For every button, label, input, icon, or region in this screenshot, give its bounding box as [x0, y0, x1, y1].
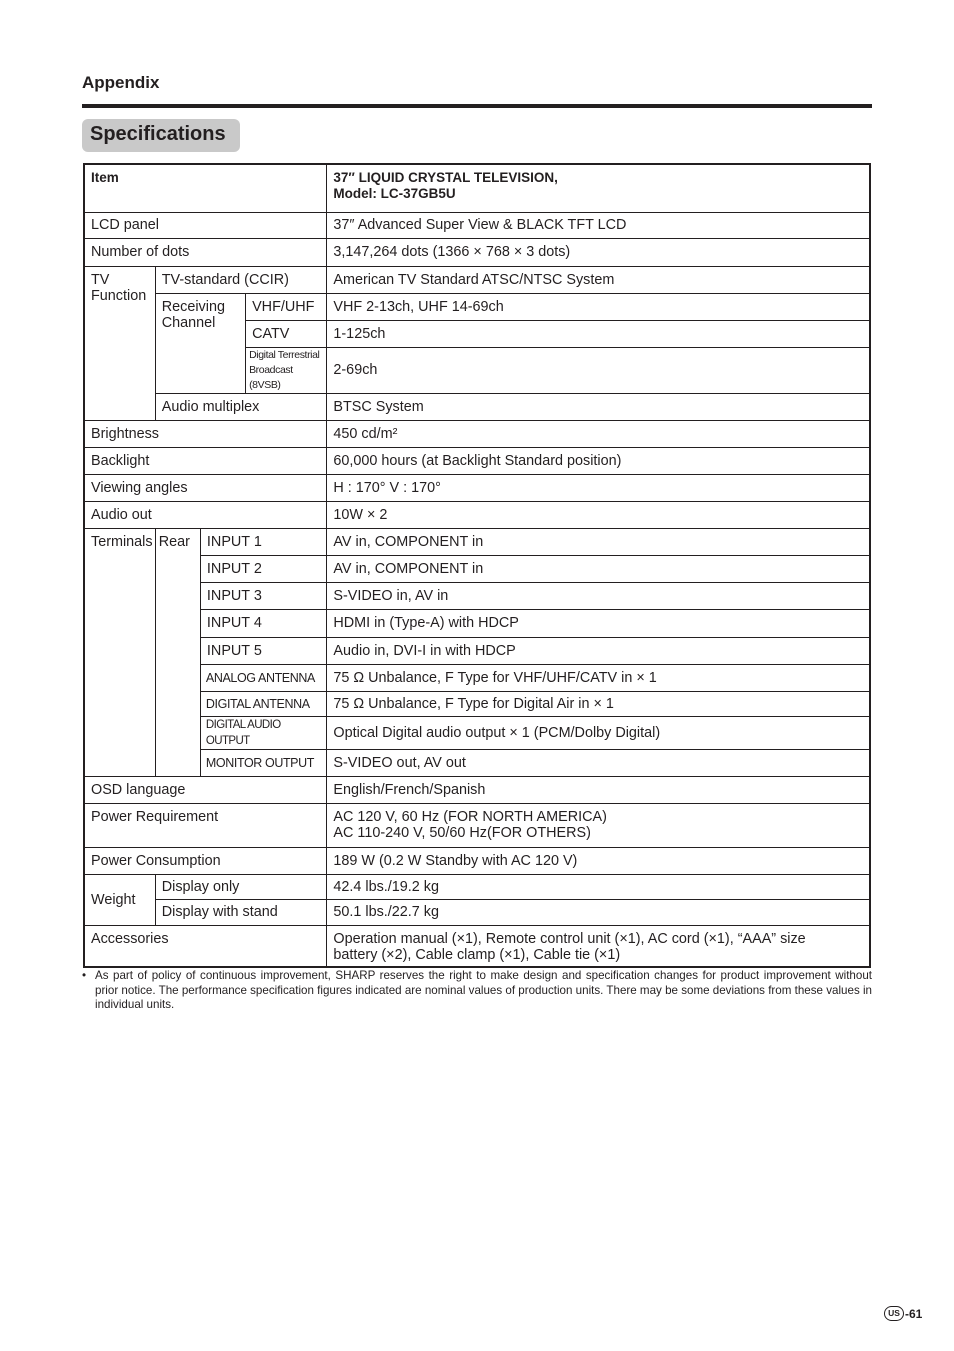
row-label: DIGITAL ANTENNA	[200, 691, 326, 716]
tv-function-line1: TV	[91, 271, 110, 288]
row-label: ANALOG ANTENNA	[200, 664, 326, 691]
row-value: 42.4 lbs./19.2 kg	[327, 874, 870, 899]
page-title-box	[82, 119, 240, 152]
row-value: 60,000 hours (at Backlight Standard position)	[327, 447, 870, 474]
row-value: S-VIDEO out, AV out	[327, 749, 870, 776]
row-label: OSD language	[84, 776, 327, 803]
table-row-analog-antenna	[84, 664, 870, 691]
row-label: INPUT 3	[200, 582, 326, 609]
receiving-line2: Channel	[161, 314, 216, 331]
table-row-input-2	[84, 555, 870, 582]
table-row-input-4	[84, 609, 870, 637]
row-value	[327, 803, 870, 847]
table-row-audio-multiplex	[84, 393, 870, 420]
row-label: DIGITAL AUDIO OUTPUT	[200, 716, 326, 749]
row-label: Backlight	[84, 447, 327, 474]
item-header: Item	[84, 164, 327, 212]
row-value: 189 W (0.2 W Standby with AC 120 V)	[327, 847, 870, 874]
row-value: Optical Digital audio output × 1 (PCM/Dolby Digital)	[327, 716, 870, 749]
table-row-digital-audio-output	[84, 716, 870, 749]
digital-line2: Broadcast (8VSB)	[249, 363, 293, 391]
digital-line1: Digital Terrestrial	[249, 348, 320, 361]
table-row-viewing-angles	[84, 474, 870, 501]
product-name: 37″ LIQUID CRYSTAL TELEVISION,	[333, 170, 558, 185]
table-row-brightness	[84, 420, 870, 447]
receiving-channel-label	[155, 293, 245, 393]
section-label: Appendix	[82, 73, 160, 92]
table-row-tv-standard	[84, 266, 870, 293]
row-label: TV-standard (CCIR)	[155, 266, 327, 293]
row-label: MONITOR OUTPUT	[200, 749, 326, 776]
row-label: VHF/UHF	[246, 293, 327, 320]
table-row-accessories	[84, 925, 870, 967]
row-label: Display with stand	[155, 899, 327, 925]
product-header	[327, 164, 870, 212]
row-value: 1-125ch	[327, 320, 870, 347]
footnote-bullet: •	[82, 969, 87, 982]
row-value: 75 Ω Unbalance, F Type for VHF/UHF/CATV in × 1	[327, 664, 870, 691]
row-label: INPUT 5	[200, 637, 326, 664]
power-line1: AC 120 V, 60 Hz (FOR NORTH AMERICA)	[333, 808, 607, 825]
receiving-line1: Receiving	[161, 298, 225, 315]
table-row-input-5	[84, 637, 870, 664]
rear-label: Rear	[155, 528, 200, 776]
table-row-input-3	[84, 582, 870, 609]
page-footer	[884, 1306, 922, 1321]
row-value: Audio in, DVI-I in with HDCP	[327, 637, 870, 664]
footnote	[82, 969, 872, 1013]
table-row-number-of-dots	[84, 238, 870, 266]
table-row-weight-stand	[84, 899, 870, 925]
page-number: -61	[905, 1306, 923, 1321]
table-row-monitor-output	[84, 749, 870, 776]
table-row-power-requirement	[84, 803, 870, 847]
specifications-table	[83, 163, 871, 968]
row-value: HDMI in (Type-A) with HDCP	[327, 609, 870, 637]
row-value: AV in, COMPONENT in	[327, 555, 870, 582]
table-row-power-consumption	[84, 847, 870, 874]
table-row-digital-antenna	[84, 691, 870, 716]
table-row-vhf-uhf	[84, 293, 870, 320]
row-value: English/French/Spanish	[327, 776, 870, 803]
tv-function-label	[84, 266, 155, 420]
row-label: INPUT 1	[200, 528, 326, 555]
row-label: CATV	[246, 320, 327, 347]
terminals-label: Terminals	[84, 528, 155, 776]
power-line2: AC 110-240 V, 50/60 Hz(FOR OTHERS)	[333, 824, 591, 841]
row-value: S-VIDEO in, AV in	[327, 582, 870, 609]
page-title: Specifications	[90, 123, 226, 145]
row-label	[246, 347, 327, 393]
row-value: 75 Ω Unbalance, F Type for Digital Air in × 1	[327, 691, 870, 716]
tv-function-line2: Function	[91, 287, 147, 304]
table-row-audio-out	[84, 501, 870, 528]
row-value: BTSC System	[327, 393, 870, 420]
weight-label: Weight	[84, 874, 155, 925]
row-value	[327, 925, 870, 967]
row-value: 3,147,264 dots (1366 × 768 × 3 dots)	[327, 238, 870, 266]
row-label: Audio out	[84, 501, 327, 528]
product-model: Model: LC-37GB5U	[333, 186, 456, 201]
row-label: Accessories	[84, 925, 327, 967]
row-value: 50.1 lbs./22.7 kg	[327, 899, 870, 925]
accessories-line1: Operation manual (×1), Remote control unit (×1), AC cord (×1), “AAA” size	[333, 930, 806, 947]
row-label: Brightness	[84, 420, 327, 447]
table-row-input-1	[84, 528, 870, 555]
table-row-osd-language	[84, 776, 870, 803]
row-value: 2-69ch	[327, 347, 870, 393]
table-row-item	[84, 164, 870, 212]
row-label: Power Consumption	[84, 847, 327, 874]
row-label: INPUT 4	[200, 609, 326, 637]
header-rule	[82, 104, 872, 108]
region-badge-icon: US	[884, 1306, 904, 1321]
row-label: INPUT 2	[200, 555, 326, 582]
row-label: Viewing angles	[84, 474, 327, 501]
footnote-text: As part of policy of continuous improvement, SHARP reserves the right to make design and specification changes for product improvement without prior notice. The performance specification figures indicated are nominal values of production units. There may be some deviations from these values in individual units.	[95, 969, 872, 1011]
row-label: Display only	[155, 874, 327, 899]
row-value: AV in, COMPONENT in	[327, 528, 870, 555]
row-value: 450 cd/m²	[327, 420, 870, 447]
table-row-weight-display	[84, 874, 870, 899]
table-row-backlight	[84, 447, 870, 474]
row-value: 37″ Advanced Super View & BLACK TFT LCD	[327, 212, 870, 238]
row-value: 10W × 2	[327, 501, 870, 528]
row-value: H : 170° V : 170°	[327, 474, 870, 501]
row-value: VHF 2-13ch, UHF 14-69ch	[327, 293, 870, 320]
row-label: LCD panel	[84, 212, 327, 238]
row-value: American TV Standard ATSC/NTSC System	[327, 266, 870, 293]
row-label: Number of dots	[84, 238, 327, 266]
row-label: Audio multiplex	[155, 393, 327, 420]
row-label: Power Requirement	[84, 803, 327, 847]
table-row-lcd-panel	[84, 212, 870, 238]
accessories-line2: battery (×2), Cable clamp (×1), Cable tie (×1)	[333, 946, 621, 963]
